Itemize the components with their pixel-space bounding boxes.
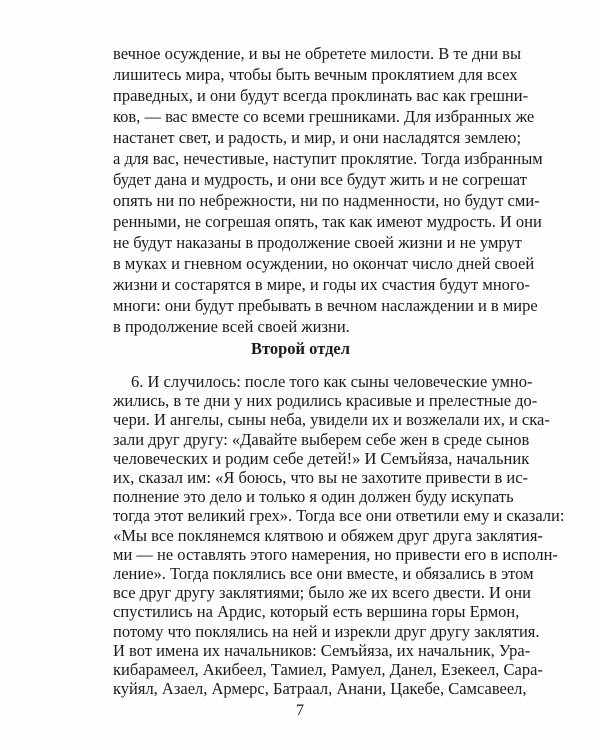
- text-line: вечное осуждение, и вы не обретете милости. В те дни вы: [113, 44, 522, 63]
- text-line: И вот имена их начальников: Семъйяза, их начальник, Ура-: [113, 640, 531, 660]
- text-line: в продолжение всей своей жизни.: [113, 317, 350, 336]
- text-line: все друг другу заклятиями; было же их всего двести. И они: [113, 583, 531, 603]
- text-line: зали друг другу: «Давайте выберем себе жен в среде сынов: [113, 429, 530, 449]
- text-line: полнение это дело и только я один должен буду искупать: [113, 487, 514, 507]
- text-line: праведных, и они будут всегда проклинать вас как грешни-: [113, 86, 529, 105]
- text-line: многи: они будут пребывать в вечном наслаждении и в мире: [113, 296, 538, 315]
- text-line: ми — не оставлять этого намерения, но привести его в исполн-: [113, 544, 558, 564]
- text-line: ков, — вас вместе со всеми грешниками. Для избранных же: [113, 107, 535, 126]
- text-line: чери. И ангелы, сыны неба, увидели их и возжелали их, и ска-: [113, 410, 550, 430]
- text-line: 6. И случилось: после того как сыны человеческие умно-: [131, 372, 533, 391]
- text-line: а для вас, нечестивые, наступит проклятие. Тогда избранным: [113, 149, 543, 168]
- text-line: ренными, не согрешая опять, так как имеют мудрость. И они: [113, 212, 542, 231]
- text-line: лишитесь мира, чтобы быть вечным проклятием для всех: [113, 65, 518, 84]
- text-line: «Мы все поклянемся клятвою и обяжем друг друга заклятия-: [113, 525, 543, 545]
- text-line: опять ни по небрежности, ни по надменности, но будут сми-: [113, 191, 540, 210]
- text-line: куйял, Азаел, Армерс, Батраал, Анани, Цакебе, Самсавеел,: [113, 679, 527, 699]
- text-line: не будут наказаны в продолжение своей жизни и не умрут: [113, 233, 522, 252]
- text-line: потому что поклялись на ней и изрекли друг другу заклятия.: [113, 621, 540, 641]
- page-number: 7: [296, 702, 304, 719]
- section-heading: Второй отдел: [250, 339, 351, 358]
- text-line: тогда этот великий грех». Тогда все они ответили ему и сказали:: [113, 506, 565, 526]
- text-line: их, сказал им: «Я боюсь, что вы не захотите привести в ис-: [113, 468, 529, 487]
- text-line: в муках и гневном осуждении, но окончат число дней своей: [113, 254, 535, 273]
- text-line: кибарамеел, Акибеел, Тамиел, Рамуел, Данел, Езекеел, Сара-: [113, 660, 543, 679]
- text-line: ление». Тогда поклялись все они вместе, и обязались в этом: [113, 564, 534, 583]
- text-line: будет дана и мудрость, и они все будут жить и не согрешат: [113, 170, 527, 189]
- text-line: настанет свет, и радость, и мир, и они насладятся землею;: [113, 128, 522, 147]
- text-line: жились, в те дни у них родились красивые и прелестные до-: [113, 391, 538, 411]
- text-line: жизни и состарятся в мире, и годы их счастия будут много-: [113, 275, 531, 294]
- text-line: спустились на Ардис, который есть вершина горы Ермон,: [113, 602, 520, 622]
- text-line: человеческих и родим себе детей!» И Семъйяза, начальник: [113, 448, 530, 468]
